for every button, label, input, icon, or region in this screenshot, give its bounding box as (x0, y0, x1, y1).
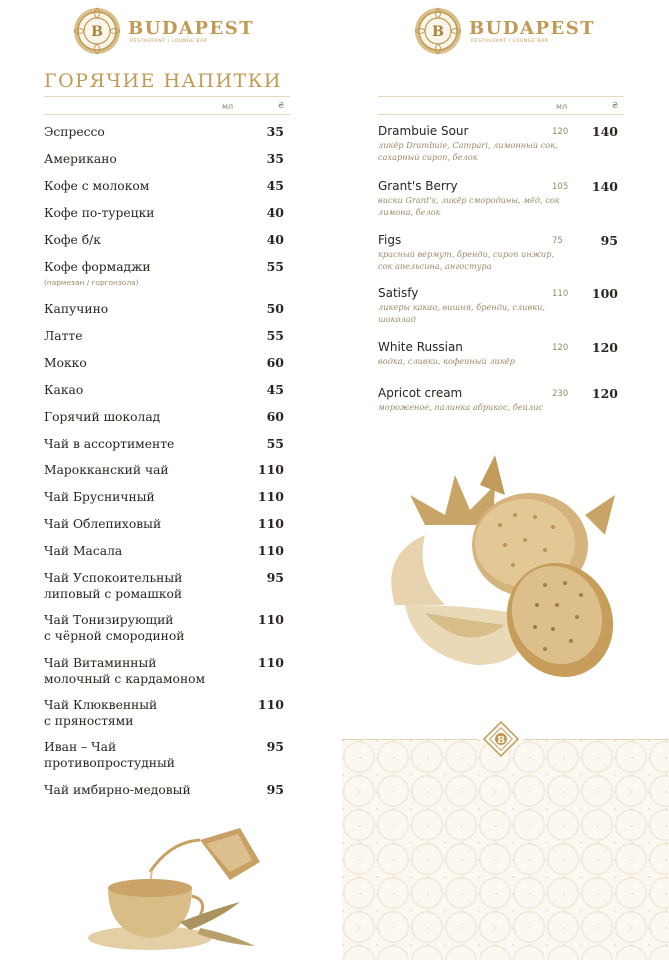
menu-item-price: 35 (266, 124, 284, 139)
menu-item (44, 489, 284, 505)
cocktail-ingredients: ликеры какао, вишня, бренди, сливки, шоколад (378, 302, 545, 324)
svg-text:B: B (91, 24, 103, 40)
cocktail-item (378, 286, 618, 325)
col-currency-header: ₴ (612, 101, 619, 110)
menu-item (44, 612, 284, 644)
menu-item-name: Горячий шоколад (44, 410, 161, 424)
menu-item (44, 232, 284, 248)
menu-item-name: Чай Масала (44, 544, 123, 558)
menu-item-price: 110 (257, 697, 284, 712)
menu-item-price: 110 (257, 489, 284, 504)
menu-item-price: 110 (257, 655, 284, 670)
menu-item-name: Какао (44, 383, 84, 397)
cocktail-name: White Russian (378, 340, 463, 354)
menu-item-price: 110 (257, 516, 284, 531)
strawberries-illustration (385, 455, 625, 685)
cocktail-volume: 105 (552, 182, 569, 192)
menu-item-price: 95 (266, 739, 284, 754)
menu-item-price: 35 (266, 151, 284, 166)
menu-item-price: 95 (266, 782, 284, 797)
menu-item-price: 55 (266, 259, 284, 274)
cocktail-volume: 120 (552, 343, 569, 353)
menu-item (44, 205, 284, 221)
menu-item-price: 95 (266, 570, 284, 585)
cocktail-name: Apricot cream (378, 386, 463, 400)
menu-item-name: Чай Тонизирующий (44, 613, 174, 627)
menu-item (44, 697, 284, 729)
cocktail-price: 120 (591, 386, 618, 401)
cocktail-volume: 230 (552, 389, 569, 399)
svg-text:B: B (432, 24, 444, 40)
col-currency-header: ₴ (278, 101, 285, 110)
decor-line-left (342, 739, 478, 740)
menu-item-name-line2: липовый с ромашкой (44, 587, 183, 601)
col-ml-header: мл (222, 102, 234, 111)
menu-item-price: 50 (266, 301, 284, 316)
menu-item (44, 655, 284, 687)
header-divider (44, 96, 290, 97)
cocktail-ingredients: мороженое, палинка абрикос, бейлис (378, 402, 544, 412)
menu-item (44, 570, 284, 602)
cocktail-name: Drambuie Sour (378, 124, 469, 138)
menu-item-name: Кофе с молоком (44, 179, 150, 193)
cocktail-item (378, 179, 618, 218)
cocktail-ingredients: водка, сливки, кофейный ликёр (378, 356, 515, 366)
decorative-pattern (342, 740, 669, 960)
menu-item (44, 178, 284, 194)
menu-item (44, 739, 284, 771)
brand-name: BUDAPEST (128, 17, 255, 39)
cocktail-name: Satisfy (378, 286, 419, 300)
menu-item-name: Американо (44, 152, 117, 166)
decor-line-right (524, 739, 669, 740)
menu-item-price: 60 (266, 355, 284, 370)
cocktail-volume: 110 (552, 289, 569, 299)
menu-item-price: 110 (257, 612, 284, 627)
menu-item (44, 355, 284, 371)
cocktail-volume: 75 (552, 236, 563, 246)
menu-item-price: 40 (266, 232, 284, 247)
section-title: ГОРЯЧИЕ НАПИТКИ (44, 70, 282, 92)
brand-name: BUDAPEST (469, 17, 596, 39)
menu-item-name: Мокко (44, 356, 87, 370)
cocktail-item (378, 340, 618, 368)
menu-item-name: Иван – Чай (44, 740, 117, 754)
brand-logo-right (413, 6, 595, 56)
menu-item-price: 55 (266, 436, 284, 451)
menu-item-name: Чай Витаминный (44, 656, 157, 670)
menu-item-price: 110 (257, 543, 284, 558)
cocktail-price: 120 (591, 340, 618, 355)
menu-item (44, 151, 284, 167)
cocktail-volume: 120 (552, 127, 569, 137)
menu-item-name: Кофе формаджи (44, 260, 151, 274)
menu-item-name: Кофе по-турецки (44, 206, 155, 220)
cocktail-name: Grant's Berry (378, 179, 458, 193)
menu-item-name: Капучино (44, 302, 109, 316)
emblem-icon (413, 6, 463, 56)
menu-item (44, 259, 284, 287)
menu-item-name-line2: с пряностями (44, 714, 134, 728)
menu-item (44, 328, 284, 344)
cocktail-name: Figs (378, 233, 402, 247)
cocktail-ingredients: красный вермут, бренди, сироп инжир, сок апельсина, ангостура (378, 249, 555, 271)
menu-item-name: Чай Успокоительный (44, 571, 183, 585)
cocktail-ingredients: ликёр Drambuie, Campari, лимонный сок, сахарный сироп, белок (378, 140, 558, 162)
cocktail-item (378, 233, 618, 272)
menu-item-name: Чай Клюквенный (44, 698, 158, 712)
brand-subtitle: RESTAURANT / LOUNGE BAR (130, 38, 208, 44)
menu-item-name: Марокканский чай (44, 463, 169, 477)
col-ml-header: мл (556, 102, 568, 111)
emblem-icon (72, 6, 122, 56)
menu-item-name-line2: молочный с кардамоном (44, 672, 206, 686)
menu-item (44, 436, 284, 452)
header-divider (378, 96, 624, 97)
menu-item (44, 382, 284, 398)
menu-item-name: Чай Брусничный (44, 490, 155, 504)
svg-text:B: B (497, 736, 505, 746)
cocktail-price: 95 (600, 233, 618, 248)
menu-item-price: 45 (266, 382, 284, 397)
menu-item (44, 543, 284, 559)
menu-item-name: Чай Облепиховый (44, 517, 162, 531)
menu-item-price: 110 (257, 462, 284, 477)
menu-item (44, 462, 284, 478)
menu-item-name-line2: с чёрной смородиной (44, 629, 185, 643)
menu-item (44, 409, 284, 425)
menu-item-name: Чай имбирно-медовый (44, 783, 191, 797)
menu-item-name: Латте (44, 329, 83, 343)
menu-item-name: Кофе б/к (44, 233, 101, 247)
menu-item (44, 782, 284, 798)
cocktail-item (378, 386, 618, 414)
menu-item (44, 301, 284, 317)
menu-item-price: 60 (266, 409, 284, 424)
cocktail-item (378, 124, 618, 163)
header-divider-2 (378, 114, 624, 115)
brand-subtitle: RESTAURANT / LOUNGE BAR (471, 38, 549, 44)
cocktail-price: 100 (591, 286, 618, 301)
tea-cup-illustration (80, 822, 275, 960)
menu-item-name: Эспрессо (44, 125, 105, 139)
menu-item-price: 55 (266, 328, 284, 343)
menu-item-name-line2: противопростудный (44, 756, 175, 770)
cocktail-price: 140 (591, 124, 618, 139)
menu-item-price: 45 (266, 178, 284, 193)
left-page (0, 0, 334, 960)
menu-item (44, 516, 284, 532)
center-emblem-icon (480, 718, 522, 760)
menu-item-name: Чай в ассортименте (44, 437, 175, 451)
menu-item-price: 40 (266, 205, 284, 220)
brand-logo (72, 6, 254, 56)
header-divider-2 (44, 114, 290, 115)
menu-item-note: (пармезан / горгонзола) (44, 278, 139, 287)
menu-item (44, 124, 284, 140)
cocktail-ingredients: виски Grant's, ликёр смородины, мёд, сок лимона, белок (378, 195, 560, 217)
cocktail-price: 140 (591, 179, 618, 194)
